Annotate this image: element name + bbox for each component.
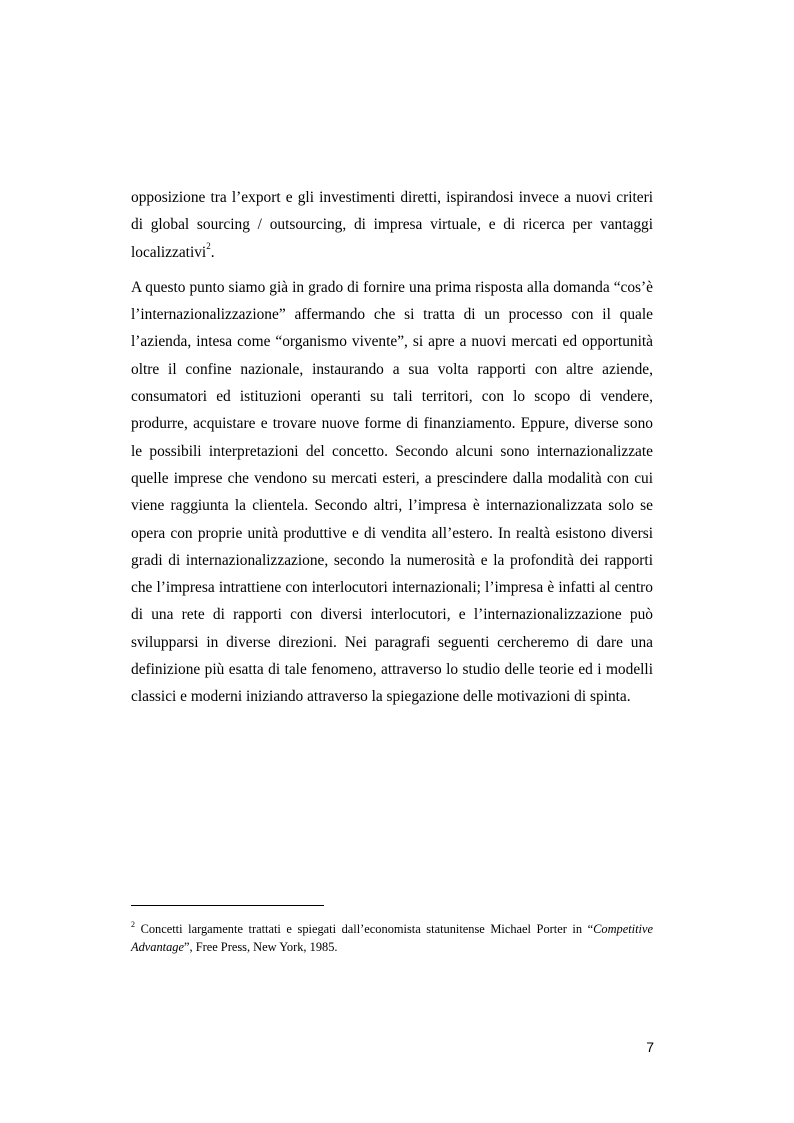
footnote-reference[interactable]: 2 (206, 241, 211, 252)
footnote-text-after: ”, Free Press, New York, 1985. (184, 940, 338, 954)
footnote-separator (131, 905, 324, 906)
paragraph-2 (131, 274, 653, 711)
body-text (131, 184, 653, 711)
footnote-text-before: Concetti largamente trattati e spiegati dall’economista statunitense Michael Porter in “ (135, 922, 594, 936)
paragraph-2-text: A questo punto siamo già in grado di fornire una prima risposta alla domanda “cos’è l’internazionalizzazione” affermando che si tratta di un processo con il quale l’azienda, intesa come “organismo vivente”, si apre a nuovi mercati ed opportunità oltre il confine nazionale, instaurando a sua volta rapporti con altre aziende, consumatori ed istituzioni operanti su tali territori, con lo scopo di vendere, produrre, acquistare e trovare nuove forme di finanziamento. Eppure, diverse sono le possibili interpretazioni del concetto. Secondo alcuni sono internazionalizzate quelle imprese che vendono su mercati esteri, a prescindere dalla modalità con cui viene raggiunta la clientela. Secondo altri, l’impresa è internazionalizzata solo se opera con proprie unità produttive e di vendita all’estero. In realtà esistono diversi gradi di internazionalizzazione, secondo la numerosità e la profondità dei rapporti che l’impresa intrattiene con interlocutori internazionali; l’impresa è infatti al centro di una rete di rapporti con diversi interlocutori, e l’internazionalizzazione può svilupparsi in diverse direzioni. Nei paragrafi seguenti cercheremo di dare una definizione più esatta di tale fenomeno, attraverso lo studio delle teorie ed i modelli classici e moderni iniziando attraverso la spiegazione delle motivazioni di spinta. (131, 278, 653, 706)
footnote-title: Competitive Advantage (131, 922, 653, 954)
footnote (131, 920, 653, 956)
paragraph-1 (131, 184, 653, 266)
page-number: 7 (646, 1039, 654, 1055)
paragraph-1-text: opposizione tra l’export e gli investimenti diretti, ispirandosi invece a nuovi criteri di global sourcing / outsourcing, di impresa virtuale, e di ricerca per vantaggi localizzativi (131, 189, 653, 261)
paragraph-1-end: . (210, 243, 215, 261)
footnote-marker: 2 (131, 919, 135, 929)
